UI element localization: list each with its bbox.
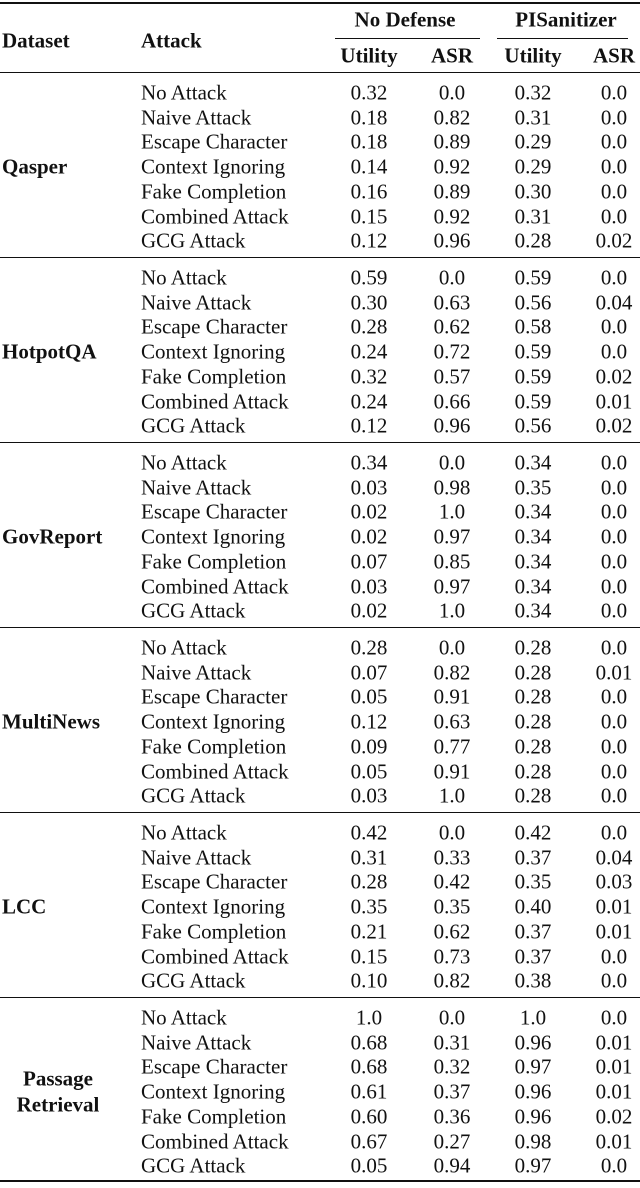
asr-cell: 0.0 xyxy=(600,1153,628,1178)
utility-cell: 0.28 xyxy=(350,635,388,660)
asr-cell: 0.0 xyxy=(438,265,466,290)
asr-cell: 0.89 xyxy=(433,129,471,154)
utility-cell: 0.28 xyxy=(514,734,552,759)
attack-name: Fake Completion xyxy=(141,364,287,389)
attack-name: Combined Attack xyxy=(141,944,289,968)
asr-cell: 0.0 xyxy=(600,759,628,783)
utility-cell: 0.34 xyxy=(350,450,388,475)
utility-cell: 0.59 xyxy=(350,265,388,290)
asr-cell: 0.01 xyxy=(595,389,633,413)
utility-cell: 0.35 xyxy=(350,894,388,919)
asr-cell: 1.0 xyxy=(438,783,466,808)
utility-cell: 0.34 xyxy=(514,450,552,475)
asr-cell: 0.04 xyxy=(595,290,633,315)
asr-cell: 0.96 xyxy=(433,228,471,253)
dataset-label: Qasper xyxy=(2,154,68,179)
utility-cell: 0.14 xyxy=(350,154,388,179)
utility-cell: 0.28 xyxy=(514,660,552,685)
utility-cell: 0.31 xyxy=(514,105,552,130)
group-rule xyxy=(0,812,640,813)
utility-cell: 0.12 xyxy=(350,413,388,438)
attack-name: Combined Attack xyxy=(141,389,289,413)
asr-cell: 0.27 xyxy=(433,1129,471,1153)
asr-cell: 0.82 xyxy=(433,968,471,993)
utility-cell: 0.03 xyxy=(350,475,388,500)
attack-name: Naive Attack xyxy=(141,475,252,500)
asr-cell: 0.0 xyxy=(600,1005,628,1030)
utility-cell: 0.03 xyxy=(350,574,388,598)
asr-cell: 0.89 xyxy=(433,179,471,204)
asr-cell: 0.02 xyxy=(595,228,633,253)
asr-cell: 0.82 xyxy=(433,660,471,685)
asr-cell: 1.0 xyxy=(438,499,466,524)
utility-cell: 0.28 xyxy=(514,759,552,783)
asr-cell: 0.01 xyxy=(595,894,633,919)
attack-name: Escape Character xyxy=(141,869,288,894)
asr-cell: 0.37 xyxy=(433,1079,471,1104)
attack-name: Fake Completion xyxy=(141,734,287,759)
header-pisanitizer: PISanitizer xyxy=(515,7,617,32)
utility-cell: 0.24 xyxy=(350,339,388,364)
utility-cell: 0.59 xyxy=(514,265,552,290)
asr-cell: 0.0 xyxy=(600,783,628,808)
asr-cell: 0.01 xyxy=(595,1079,633,1104)
asr-cell: 0.03 xyxy=(595,869,633,894)
header-asr: ASR xyxy=(592,43,636,68)
utility-cell: 0.42 xyxy=(350,820,388,845)
asr-cell: 0.91 xyxy=(433,759,471,783)
asr-cell: 0.98 xyxy=(433,475,471,500)
asr-cell: 0.0 xyxy=(600,179,628,204)
attack-name: Escape Character xyxy=(141,684,288,709)
utility-cell: 0.07 xyxy=(350,660,388,685)
attack-name: No Attack xyxy=(141,80,227,105)
utility-cell: 0.61 xyxy=(350,1079,388,1104)
utility-cell: 0.68 xyxy=(350,1030,388,1055)
asr-cell: 0.97 xyxy=(433,524,471,549)
asr-cell: 0.0 xyxy=(600,450,628,475)
asr-cell: 0.01 xyxy=(595,660,633,685)
utility-cell: 0.10 xyxy=(350,968,388,993)
asr-cell: 0.0 xyxy=(600,968,628,993)
attack-name: No Attack xyxy=(141,820,227,845)
asr-cell: 0.0 xyxy=(600,709,628,734)
asr-cell: 0.02 xyxy=(595,1104,633,1129)
attack-name: GCG Attack xyxy=(141,598,246,623)
utility-cell: 0.31 xyxy=(514,204,552,228)
attack-name: No Attack xyxy=(141,450,227,475)
utility-cell: 0.59 xyxy=(514,364,552,389)
asr-cell: 0.0 xyxy=(600,80,628,105)
utility-cell: 0.29 xyxy=(514,154,552,179)
asr-cell: 0.62 xyxy=(433,919,471,944)
attack-name: GCG Attack xyxy=(141,783,246,808)
attack-name: Escape Character xyxy=(141,129,288,154)
utility-cell: 0.28 xyxy=(350,314,388,339)
asr-cell: 0.0 xyxy=(600,154,628,179)
attack-name: Context Ignoring xyxy=(141,1079,286,1104)
utility-cell: 0.32 xyxy=(350,364,388,389)
attack-name: Naive Attack xyxy=(141,105,252,130)
asr-cell: 0.0 xyxy=(600,314,628,339)
asr-cell: 0.82 xyxy=(433,105,471,130)
attack-name: Fake Completion xyxy=(141,549,287,574)
asr-cell: 0.01 xyxy=(595,1129,633,1153)
utility-cell: 0.34 xyxy=(514,499,552,524)
attack-name: Fake Completion xyxy=(141,179,287,204)
asr-cell: 0.0 xyxy=(438,80,466,105)
attack-name: No Attack xyxy=(141,265,227,290)
asr-cell: 0.96 xyxy=(433,413,471,438)
asr-cell: 0.72 xyxy=(433,339,471,364)
asr-cell: 0.36 xyxy=(433,1104,471,1129)
utility-cell: 0.67 xyxy=(350,1129,388,1153)
asr-cell: 0.0 xyxy=(600,635,628,660)
asr-cell: 0.01 xyxy=(595,1054,633,1079)
asr-cell: 0.97 xyxy=(433,574,471,598)
utility-cell: 0.35 xyxy=(514,869,552,894)
group-rule xyxy=(0,257,640,258)
utility-cell: 0.02 xyxy=(350,524,388,549)
utility-cell: 0.37 xyxy=(514,944,552,968)
top-rule xyxy=(0,2,640,4)
attack-name: Context Ignoring xyxy=(141,894,286,919)
header-utility: Utility xyxy=(504,43,562,68)
utility-cell: 1.0 xyxy=(355,1005,383,1030)
asr-cell: 0.31 xyxy=(433,1030,471,1055)
asr-cell: 0.85 xyxy=(433,549,471,574)
utility-cell: 0.37 xyxy=(514,845,552,870)
group-rule xyxy=(0,997,640,998)
asr-cell: 0.63 xyxy=(433,290,471,315)
asr-cell: 0.0 xyxy=(600,524,628,549)
utility-cell: 0.28 xyxy=(514,684,552,709)
utility-cell: 0.18 xyxy=(350,105,388,130)
asr-cell: 0.0 xyxy=(600,944,628,968)
asr-cell: 0.01 xyxy=(595,919,633,944)
attack-name: Naive Attack xyxy=(141,660,252,685)
utility-cell: 0.58 xyxy=(514,314,552,339)
asr-cell: 0.73 xyxy=(433,944,471,968)
asr-cell: 0.0 xyxy=(438,635,466,660)
utility-cell: 0.32 xyxy=(514,80,552,105)
utility-cell: 0.34 xyxy=(514,524,552,549)
asr-cell: 0.0 xyxy=(438,1005,466,1030)
attack-name: Escape Character xyxy=(141,1054,288,1079)
asr-cell: 0.33 xyxy=(433,845,471,870)
utility-cell: 0.31 xyxy=(350,845,388,870)
utility-cell: 0.29 xyxy=(514,129,552,154)
asr-cell: 0.0 xyxy=(600,734,628,759)
attack-name: GCG Attack xyxy=(141,413,246,438)
asr-cell: 0.0 xyxy=(600,129,628,154)
utility-cell: 0.05 xyxy=(350,684,388,709)
attack-name: Combined Attack xyxy=(141,204,289,228)
attack-name: Naive Attack xyxy=(141,845,252,870)
asr-cell: 0.0 xyxy=(600,684,628,709)
asr-cell: 0.0 xyxy=(600,820,628,845)
utility-cell: 0.15 xyxy=(350,944,388,968)
utility-cell: 0.40 xyxy=(514,894,552,919)
cmidrule-no-defense xyxy=(335,38,480,39)
asr-cell: 0.92 xyxy=(433,154,471,179)
asr-cell: 0.0 xyxy=(600,549,628,574)
utility-cell: 0.03 xyxy=(350,783,388,808)
utility-cell: 0.97 xyxy=(514,1153,552,1178)
utility-cell: 0.07 xyxy=(350,549,388,574)
asr-cell: 0.92 xyxy=(433,204,471,228)
asr-cell: 0.0 xyxy=(600,339,628,364)
utility-cell: 0.28 xyxy=(514,783,552,808)
attack-name: Combined Attack xyxy=(141,759,289,783)
attack-name: Escape Character xyxy=(141,314,288,339)
attack-name: Naive Attack xyxy=(141,290,252,315)
asr-cell: 0.0 xyxy=(600,499,628,524)
attack-name: Escape Character xyxy=(141,499,288,524)
dataset-label: GovReport xyxy=(2,524,103,549)
utility-cell: 0.59 xyxy=(514,389,552,413)
attack-name: Combined Attack xyxy=(141,1129,289,1153)
utility-cell: 0.34 xyxy=(514,574,552,598)
asr-cell: 0.02 xyxy=(595,364,633,389)
utility-cell: 0.09 xyxy=(350,734,388,759)
asr-cell: 0.42 xyxy=(433,869,471,894)
utility-cell: 0.18 xyxy=(350,129,388,154)
utility-cell: 0.60 xyxy=(350,1104,388,1129)
attack-name: Context Ignoring xyxy=(141,524,286,549)
asr-cell: 0.35 xyxy=(433,894,471,919)
asr-cell: 0.02 xyxy=(595,413,633,438)
dataset-label: Retrieval xyxy=(16,1092,100,1117)
attack-name: Context Ignoring xyxy=(141,339,286,364)
attack-name: GCG Attack xyxy=(141,968,246,993)
utility-cell: 0.56 xyxy=(514,290,552,315)
utility-cell: 0.59 xyxy=(514,339,552,364)
utility-cell: 0.02 xyxy=(350,499,388,524)
utility-cell: 0.16 xyxy=(350,179,388,204)
utility-cell: 0.38 xyxy=(514,968,552,993)
asr-cell: 0.63 xyxy=(433,709,471,734)
asr-cell: 0.57 xyxy=(433,364,471,389)
asr-cell: 0.0 xyxy=(600,204,628,228)
utility-cell: 0.42 xyxy=(514,820,552,845)
group-rule xyxy=(0,72,640,73)
utility-cell: 0.02 xyxy=(350,598,388,623)
asr-cell: 0.62 xyxy=(433,314,471,339)
utility-cell: 0.15 xyxy=(350,204,388,228)
utility-cell: 0.37 xyxy=(514,919,552,944)
utility-cell: 0.32 xyxy=(350,80,388,105)
attack-name: GCG Attack xyxy=(141,228,246,253)
utility-cell: 0.05 xyxy=(350,1153,388,1178)
dataset-label: MultiNews xyxy=(2,709,100,734)
utility-cell: 0.96 xyxy=(514,1104,552,1129)
utility-cell: 0.97 xyxy=(514,1054,552,1079)
asr-cell: 0.32 xyxy=(433,1054,471,1079)
asr-cell: 0.0 xyxy=(600,475,628,500)
header-asr: ASR xyxy=(430,43,474,68)
asr-cell: 0.01 xyxy=(595,1030,633,1055)
utility-cell: 0.34 xyxy=(514,549,552,574)
asr-cell: 0.66 xyxy=(433,389,471,413)
dataset-label: Passage xyxy=(23,1066,93,1091)
utility-cell: 0.96 xyxy=(514,1079,552,1104)
attack-name: No Attack xyxy=(141,635,227,660)
asr-cell: 0.77 xyxy=(433,734,471,759)
utility-cell: 0.28 xyxy=(514,709,552,734)
utility-cell: 0.98 xyxy=(514,1129,552,1153)
utility-cell: 0.96 xyxy=(514,1030,552,1055)
asr-cell: 0.91 xyxy=(433,684,471,709)
dataset-label: HotpotQA xyxy=(2,339,97,364)
utility-cell: 0.24 xyxy=(350,389,388,413)
group-rule xyxy=(0,627,640,628)
bottom-rule xyxy=(0,1180,640,1182)
asr-cell: 0.0 xyxy=(438,820,466,845)
utility-cell: 0.12 xyxy=(350,228,388,253)
header-utility: Utility xyxy=(340,43,398,68)
utility-cell: 0.35 xyxy=(514,475,552,500)
asr-cell: 0.0 xyxy=(600,574,628,598)
attack-name: GCG Attack xyxy=(141,1153,246,1178)
header-attack: Attack xyxy=(141,28,202,53)
utility-cell: 0.28 xyxy=(514,635,552,660)
utility-cell: 0.56 xyxy=(514,413,552,438)
dataset-label: LCC xyxy=(2,894,47,919)
attack-name: Fake Completion xyxy=(141,919,287,944)
utility-cell: 0.21 xyxy=(350,919,388,944)
utility-cell: 0.05 xyxy=(350,759,388,783)
utility-cell: 1.0 xyxy=(519,1005,547,1030)
asr-cell: 1.0 xyxy=(438,598,466,623)
utility-cell: 0.28 xyxy=(350,869,388,894)
attack-name: Naive Attack xyxy=(141,1030,252,1055)
header-no-defense: No Defense xyxy=(354,7,456,32)
attack-name: Fake Completion xyxy=(141,1104,287,1129)
asr-cell: 0.0 xyxy=(438,450,466,475)
header-dataset: Dataset xyxy=(2,28,70,53)
asr-cell: 0.04 xyxy=(595,845,633,870)
attack-name: No Attack xyxy=(141,1005,227,1030)
utility-cell: 0.28 xyxy=(514,228,552,253)
utility-cell: 0.34 xyxy=(514,598,552,623)
utility-cell: 0.12 xyxy=(350,709,388,734)
asr-cell: 0.94 xyxy=(433,1153,471,1178)
attack-name: Combined Attack xyxy=(141,574,289,598)
asr-cell: 0.0 xyxy=(600,265,628,290)
attack-name: Context Ignoring xyxy=(141,709,286,734)
utility-cell: 0.30 xyxy=(514,179,552,204)
asr-cell: 0.0 xyxy=(600,105,628,130)
utility-cell: 0.68 xyxy=(350,1054,388,1079)
cmidrule-pisanitizer xyxy=(497,38,628,39)
asr-cell: 0.0 xyxy=(600,598,628,623)
utility-cell: 0.30 xyxy=(350,290,388,315)
attack-name: Context Ignoring xyxy=(141,154,286,179)
group-rule xyxy=(0,442,640,443)
